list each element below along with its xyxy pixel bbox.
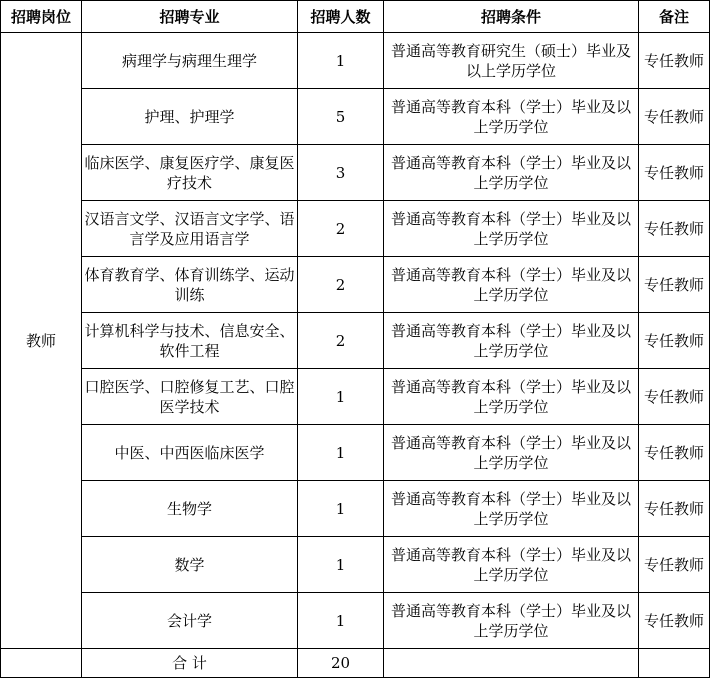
total-empty-note [639,649,710,678]
note-cell: 专任教师 [639,313,710,369]
total-count: 20 [298,649,384,678]
table-row [1,425,710,481]
note-cell: 专任教师 [639,537,710,593]
major-cell: 临床医学、康复医疗学、康复医疗技术 [82,145,298,201]
major-cell: 体育教育学、体育训练学、运动训练 [82,257,298,313]
major-cell: 计算机科学与技术、信息安全、软件工程 [82,313,298,369]
table-row [1,33,710,89]
table-row [1,481,710,537]
table-row [1,369,710,425]
count-cell: 1 [298,593,384,649]
condition-cell: 普通高等教育研究生（硕士）毕业及以上学历学位 [384,33,639,89]
note-cell: 专任教师 [639,257,710,313]
major-cell: 数学 [82,537,298,593]
table-row [1,537,710,593]
note-cell: 专任教师 [639,593,710,649]
major-cell: 会计学 [82,593,298,649]
header-row [1,1,710,33]
note-cell: 专任教师 [639,369,710,425]
major-cell: 汉语言文学、汉语言文字学、语言学及应用语言学 [82,201,298,257]
count-cell: 1 [298,537,384,593]
total-empty-condition [384,649,639,678]
note-cell: 专任教师 [639,89,710,145]
major-cell: 口腔医学、口腔修复工艺、口腔医学技术 [82,369,298,425]
condition-cell: 普通高等教育本科（学士）毕业及以上学历学位 [384,481,639,537]
table-row [1,201,710,257]
post-cell: 教师 [1,33,82,649]
header-post: 招聘岗位 [1,1,82,33]
count-cell: 1 [298,369,384,425]
condition-cell: 普通高等教育本科（学士）毕业及以上学历学位 [384,201,639,257]
table-row [1,313,710,369]
table-row [1,145,710,201]
count-cell: 1 [298,425,384,481]
total-label: 合 计 [82,649,298,678]
header-note: 备注 [639,1,710,33]
count-cell: 2 [298,257,384,313]
count-cell: 2 [298,201,384,257]
condition-cell: 普通高等教育本科（学士）毕业及以上学历学位 [384,593,639,649]
condition-cell: 普通高等教育本科（学士）毕业及以上学历学位 [384,89,639,145]
count-cell: 1 [298,481,384,537]
note-cell: 专任教师 [639,145,710,201]
header-major: 招聘专业 [82,1,298,33]
table-row [1,89,710,145]
condition-cell: 普通高等教育本科（学士）毕业及以上学历学位 [384,537,639,593]
condition-cell: 普通高等教育本科（学士）毕业及以上学历学位 [384,313,639,369]
count-cell: 2 [298,313,384,369]
note-cell: 专任教师 [639,481,710,537]
count-cell: 1 [298,33,384,89]
header-condition: 招聘条件 [384,1,639,33]
major-cell: 生物学 [82,481,298,537]
table-body [1,33,710,678]
header-count: 招聘人数 [298,1,384,33]
major-cell: 病理学与病理生理学 [82,33,298,89]
total-empty-cell [1,649,82,678]
major-cell: 中医、中西医临床医学 [82,425,298,481]
condition-cell: 普通高等教育本科（学士）毕业及以上学历学位 [384,369,639,425]
condition-cell: 普通高等教育本科（学士）毕业及以上学历学位 [384,257,639,313]
table-row [1,257,710,313]
count-cell: 3 [298,145,384,201]
condition-cell: 普通高等教育本科（学士）毕业及以上学历学位 [384,425,639,481]
note-cell: 专任教师 [639,201,710,257]
total-row [1,649,710,678]
table-row [1,593,710,649]
count-cell: 5 [298,89,384,145]
note-cell: 专任教师 [639,425,710,481]
note-cell: 专任教师 [639,33,710,89]
major-cell: 护理、护理学 [82,89,298,145]
condition-cell: 普通高等教育本科（学士）毕业及以上学历学位 [384,145,639,201]
